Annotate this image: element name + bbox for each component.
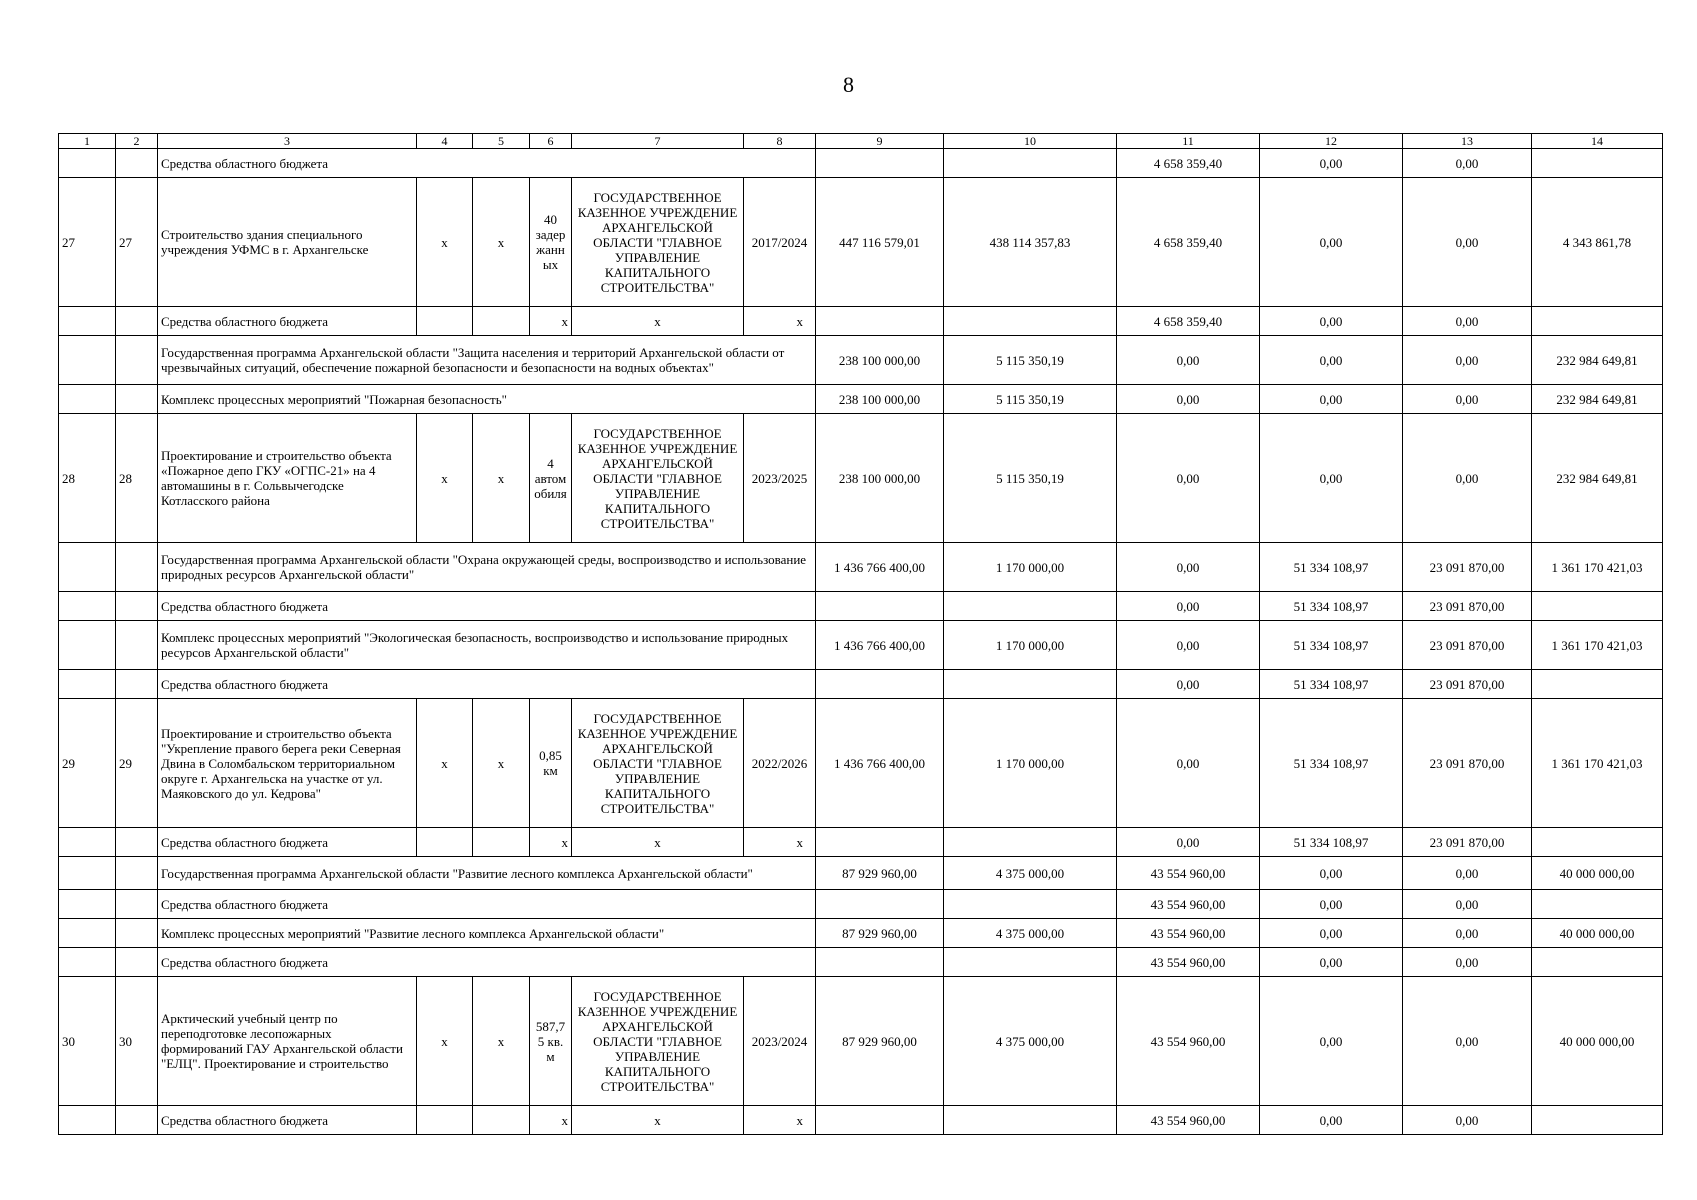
program-row bbox=[59, 857, 1663, 890]
amount-cell: 0,00 bbox=[1260, 890, 1403, 919]
program-row bbox=[59, 919, 1663, 948]
amount-cell: 23 091 870,00 bbox=[1403, 828, 1532, 857]
amount-cell: 23 091 870,00 bbox=[1403, 670, 1532, 699]
empty-cell bbox=[816, 670, 944, 699]
amount-cell: 447 116 579,01 bbox=[816, 178, 944, 307]
empty-cell bbox=[116, 890, 158, 919]
amount-cell: 0,00 bbox=[1403, 178, 1532, 307]
object-row bbox=[59, 178, 1663, 307]
amount-cell: 0,00 bbox=[1117, 336, 1260, 385]
row-number: 27 bbox=[59, 178, 116, 307]
amount-cell: 43 554 960,00 bbox=[1117, 977, 1260, 1106]
funding-source-label: Средства областного бюджета bbox=[158, 1106, 417, 1135]
years-cell: 2023/2024 bbox=[744, 977, 816, 1106]
row-number: 30 bbox=[59, 977, 116, 1106]
program-title: Государственная программа Архангельской области "Развитие лесного комплекса Архангельской области" bbox=[158, 857, 816, 890]
amount-cell: 0,00 bbox=[1403, 890, 1532, 919]
amount-cell: 0,00 bbox=[1260, 857, 1403, 890]
amount-cell: 238 100 000,00 bbox=[816, 414, 944, 543]
years-cell: 2023/2025 bbox=[744, 414, 816, 543]
column-header: 12 bbox=[1260, 134, 1403, 149]
amount-cell: 4 658 359,40 bbox=[1117, 178, 1260, 307]
amount-cell: 0,00 bbox=[1260, 919, 1403, 948]
x-cell: x bbox=[473, 977, 530, 1106]
empty-cell bbox=[816, 149, 944, 178]
funding-source-label: Средства областного бюджета bbox=[158, 890, 816, 919]
object-name: Арктический учебный центр по переподготовке лесопожарных формирований ГАУ Архангельской области "ЕЛЦ". Проектирование и строительство bbox=[158, 977, 417, 1106]
organization-cell: ГОСУДАРСТВЕННОЕ КАЗЕННОЕ УЧРЕЖДЕНИЕ АРХАНГЕЛЬСКОЙ ОБЛАСТИ "ГЛАВНОЕ УПРАВЛЕНИЕ КАПИТАЛЬНОГО СТРОИТЕЛЬСТВА" bbox=[572, 699, 744, 828]
empty-cell bbox=[116, 1106, 158, 1135]
header-row bbox=[59, 134, 1663, 149]
amount-cell: 0,00 bbox=[1260, 948, 1403, 977]
empty-cell bbox=[944, 307, 1117, 336]
empty-cell bbox=[473, 307, 530, 336]
amount-cell: 51 334 108,97 bbox=[1260, 592, 1403, 621]
amount-cell: 0,00 bbox=[1403, 336, 1532, 385]
column-header: 3 bbox=[158, 134, 417, 149]
empty-cell bbox=[116, 336, 158, 385]
capacity-cell: 4 автом обиля bbox=[530, 414, 572, 543]
empty-cell bbox=[816, 948, 944, 977]
amount-cell: 0,00 bbox=[1403, 1106, 1532, 1135]
amount-cell: 0,00 bbox=[1117, 670, 1260, 699]
program-title: Комплекс процессных мероприятий "Пожарная безопасность" bbox=[158, 385, 816, 414]
amount-cell: 0,00 bbox=[1260, 1106, 1403, 1135]
amount-cell: 0,00 bbox=[1403, 385, 1532, 414]
row-number: 30 bbox=[116, 977, 158, 1106]
amount-cell: 0,00 bbox=[1260, 977, 1403, 1106]
empty-cell bbox=[116, 543, 158, 592]
amount-cell: 1 361 170 421,03 bbox=[1532, 621, 1663, 670]
empty-cell bbox=[1532, 948, 1663, 977]
x-cell: x bbox=[473, 178, 530, 307]
object-name: Проектирование и строительство объекта «Пожарное депо ГКУ «ОГПС-21» на 4 автомашины в г. Сольвычегодске Котласского района bbox=[158, 414, 417, 543]
empty-cell bbox=[59, 621, 116, 670]
amount-cell: 238 100 000,00 bbox=[816, 385, 944, 414]
empty-cell bbox=[944, 149, 1117, 178]
capacity-cell: 40 задер жанн ых bbox=[530, 178, 572, 307]
amount-cell: 0,00 bbox=[1403, 919, 1532, 948]
budget-table bbox=[58, 133, 1663, 1135]
amount-cell: 43 554 960,00 bbox=[1117, 857, 1260, 890]
empty-cell bbox=[116, 828, 158, 857]
empty-cell bbox=[116, 948, 158, 977]
empty-cell bbox=[1532, 307, 1663, 336]
column-header: 4 bbox=[417, 134, 473, 149]
amount-cell: 1 436 766 400,00 bbox=[816, 699, 944, 828]
funding-row bbox=[59, 670, 1663, 699]
amount-cell: 0,00 bbox=[1403, 948, 1532, 977]
empty-cell bbox=[1532, 1106, 1663, 1135]
amount-cell: 51 334 108,97 bbox=[1260, 699, 1403, 828]
object-row bbox=[59, 977, 1663, 1106]
empty-cell bbox=[116, 149, 158, 178]
column-header: 7 bbox=[572, 134, 744, 149]
amount-cell: 0,00 bbox=[1117, 621, 1260, 670]
amount-cell: 0,00 bbox=[1117, 543, 1260, 592]
empty-cell bbox=[59, 592, 116, 621]
organization-cell: ГОСУДАРСТВЕННОЕ КАЗЕННОЕ УЧРЕЖДЕНИЕ АРХАНГЕЛЬСКОЙ ОБЛАСТИ "ГЛАВНОЕ УПРАВЛЕНИЕ КАПИТАЛЬНОГО СТРОИТЕЛЬСТВА" bbox=[572, 178, 744, 307]
amount-cell: 0,00 bbox=[1117, 699, 1260, 828]
amount-cell: 5 115 350,19 bbox=[944, 336, 1117, 385]
amount-cell: 87 929 960,00 bbox=[816, 919, 944, 948]
empty-cell bbox=[944, 1106, 1117, 1135]
column-header: 6 bbox=[530, 134, 572, 149]
empty-cell bbox=[944, 948, 1117, 977]
page-number: 8 bbox=[843, 72, 854, 97]
amount-cell: 1 436 766 400,00 bbox=[816, 543, 944, 592]
amount-cell: 232 984 649,81 bbox=[1532, 385, 1663, 414]
empty-cell bbox=[417, 828, 473, 857]
amount-cell: 0,00 bbox=[1117, 414, 1260, 543]
empty-cell bbox=[1532, 592, 1663, 621]
funding-row bbox=[59, 1106, 1663, 1135]
amount-cell: 4 658 359,40 bbox=[1117, 149, 1260, 178]
x-cell: x bbox=[473, 699, 530, 828]
empty-cell bbox=[59, 857, 116, 890]
column-header: 2 bbox=[116, 134, 158, 149]
empty-cell bbox=[59, 948, 116, 977]
empty-cell bbox=[417, 307, 473, 336]
amount-cell: 232 984 649,81 bbox=[1532, 414, 1663, 543]
amount-cell: 4 343 861,78 bbox=[1532, 178, 1663, 307]
amount-cell: 0,00 bbox=[1117, 828, 1260, 857]
x-cell: x bbox=[572, 1106, 744, 1135]
funding-row bbox=[59, 890, 1663, 919]
amount-cell: 1 436 766 400,00 bbox=[816, 621, 944, 670]
empty-cell bbox=[816, 828, 944, 857]
empty-cell bbox=[816, 890, 944, 919]
amount-cell: 0,00 bbox=[1260, 307, 1403, 336]
amount-cell: 40 000 000,00 bbox=[1532, 857, 1663, 890]
column-header: 13 bbox=[1403, 134, 1532, 149]
empty-cell bbox=[816, 1106, 944, 1135]
empty-cell bbox=[59, 919, 116, 948]
amount-cell: 5 115 350,19 bbox=[944, 385, 1117, 414]
amount-cell: 238 100 000,00 bbox=[816, 336, 944, 385]
amount-cell: 1 361 170 421,03 bbox=[1532, 699, 1663, 828]
amount-cell: 1 361 170 421,03 bbox=[1532, 543, 1663, 592]
years-cell: 2022/2026 bbox=[744, 699, 816, 828]
amount-cell: 87 929 960,00 bbox=[816, 857, 944, 890]
program-title: Государственная программа Архангельской области "Охрана окружающей среды, воспроизводство и использование природных ресурсов Архангельской области" bbox=[158, 543, 816, 592]
empty-cell bbox=[944, 670, 1117, 699]
empty-cell bbox=[1532, 828, 1663, 857]
x-cell: x bbox=[744, 307, 816, 336]
amount-cell: 40 000 000,00 bbox=[1532, 919, 1663, 948]
organization-cell: ГОСУДАРСТВЕННОЕ КАЗЕННОЕ УЧРЕЖДЕНИЕ АРХАНГЕЛЬСКОЙ ОБЛАСТИ "ГЛАВНОЕ УПРАВЛЕНИЕ КАПИТАЛЬНОГО СТРОИТЕЛЬСТВА" bbox=[572, 414, 744, 543]
amount-cell: 0,00 bbox=[1117, 592, 1260, 621]
program-title: Комплекс процессных мероприятий "Развитие лесного комплекса Архангельской области" bbox=[158, 919, 816, 948]
funding-source-label: Средства областного бюджета bbox=[158, 948, 816, 977]
amount-cell: 1 170 000,00 bbox=[944, 543, 1117, 592]
x-cell: x bbox=[744, 828, 816, 857]
amount-cell: 0,00 bbox=[1260, 336, 1403, 385]
x-cell: x bbox=[473, 414, 530, 543]
row-number: 29 bbox=[59, 699, 116, 828]
empty-cell bbox=[116, 919, 158, 948]
funding-source-label: Средства областного бюджета bbox=[158, 828, 417, 857]
amount-cell: 0,00 bbox=[1403, 307, 1532, 336]
row-number: 29 bbox=[116, 699, 158, 828]
amount-cell: 43 554 960,00 bbox=[1117, 1106, 1260, 1135]
amount-cell: 0,00 bbox=[1403, 977, 1532, 1106]
empty-cell bbox=[59, 307, 116, 336]
row-number: 28 bbox=[116, 414, 158, 543]
empty-cell bbox=[59, 828, 116, 857]
amount-cell: 40 000 000,00 bbox=[1532, 977, 1663, 1106]
amount-cell: 23 091 870,00 bbox=[1403, 543, 1532, 592]
object-row bbox=[59, 414, 1663, 543]
empty-cell bbox=[116, 670, 158, 699]
amount-cell: 23 091 870,00 bbox=[1403, 621, 1532, 670]
funding-row bbox=[59, 592, 1663, 621]
program-row bbox=[59, 336, 1663, 385]
empty-cell bbox=[1532, 149, 1663, 178]
column-header: 8 bbox=[744, 134, 816, 149]
empty-cell bbox=[944, 890, 1117, 919]
amount-cell: 4 375 000,00 bbox=[944, 919, 1117, 948]
amount-cell: 438 114 357,83 bbox=[944, 178, 1117, 307]
x-cell: x bbox=[417, 977, 473, 1106]
column-header: 10 bbox=[944, 134, 1117, 149]
empty-cell bbox=[473, 1106, 530, 1135]
column-header: 14 bbox=[1532, 134, 1663, 149]
x-cell: x bbox=[572, 828, 744, 857]
amount-cell: 43 554 960,00 bbox=[1117, 948, 1260, 977]
x-cell: x bbox=[744, 1106, 816, 1135]
amount-cell: 4 375 000,00 bbox=[944, 857, 1117, 890]
empty-cell bbox=[116, 592, 158, 621]
amount-cell: 87 929 960,00 bbox=[816, 977, 944, 1106]
capacity-cell: 0,85 км bbox=[530, 699, 572, 828]
funding-source-label: Средства областного бюджета bbox=[158, 592, 816, 621]
program-title: Комплекс процессных мероприятий "Экологическая безопасность, воспроизводство и использование природных ресурсов Архангельской области" bbox=[158, 621, 816, 670]
empty-cell bbox=[59, 336, 116, 385]
amount-cell: 1 170 000,00 bbox=[944, 621, 1117, 670]
funding-row bbox=[59, 149, 1663, 178]
empty-cell bbox=[473, 828, 530, 857]
amount-cell: 0,00 bbox=[1260, 149, 1403, 178]
object-row bbox=[59, 699, 1663, 828]
program-title: Государственная программа Архангельской области "Защита населения и территорий Архангельской области от чрезвычайных ситуаций, обеспечение пожарной безопасности и безопасности на водных объектах" bbox=[158, 336, 816, 385]
row-number: 28 bbox=[59, 414, 116, 543]
empty-cell bbox=[59, 385, 116, 414]
x-cell: x bbox=[417, 414, 473, 543]
amount-cell: 43 554 960,00 bbox=[1117, 919, 1260, 948]
empty-cell bbox=[116, 857, 158, 890]
amount-cell: 0,00 bbox=[1260, 414, 1403, 543]
empty-cell bbox=[116, 621, 158, 670]
amount-cell: 0,00 bbox=[1403, 857, 1532, 890]
years-cell: 2017/2024 bbox=[744, 178, 816, 307]
amount-cell: 1 170 000,00 bbox=[944, 699, 1117, 828]
amount-cell: 51 334 108,97 bbox=[1260, 621, 1403, 670]
amount-cell: 23 091 870,00 bbox=[1403, 592, 1532, 621]
object-name: Проектирование и строительство объекта "Укрепление правого берега реки Северная Двина в Соломбальском территориальном округе г. Архангельска на участке от ул. Маяковского до ул. Кедрова" bbox=[158, 699, 417, 828]
column-header: 9 bbox=[816, 134, 944, 149]
empty-cell bbox=[59, 890, 116, 919]
program-row bbox=[59, 621, 1663, 670]
amount-cell: 5 115 350,19 bbox=[944, 414, 1117, 543]
empty-cell bbox=[116, 307, 158, 336]
x-cell: x bbox=[572, 307, 744, 336]
x-cell: x bbox=[417, 178, 473, 307]
empty-cell bbox=[944, 828, 1117, 857]
amount-cell: 23 091 870,00 bbox=[1403, 699, 1532, 828]
amount-cell: 43 554 960,00 bbox=[1117, 890, 1260, 919]
empty-cell bbox=[59, 543, 116, 592]
x-cell: x bbox=[530, 828, 572, 857]
empty-cell bbox=[116, 385, 158, 414]
organization-cell: ГОСУДАРСТВЕННОЕ КАЗЕННОЕ УЧРЕЖДЕНИЕ АРХАНГЕЛЬСКОЙ ОБЛАСТИ "ГЛАВНОЕ УПРАВЛЕНИЕ КАПИТАЛЬНОГО СТРОИТЕЛЬСТВА" bbox=[572, 977, 744, 1106]
x-cell: x bbox=[530, 307, 572, 336]
empty-cell bbox=[59, 1106, 116, 1135]
column-header: 5 bbox=[473, 134, 530, 149]
program-row bbox=[59, 385, 1663, 414]
x-cell: x bbox=[417, 699, 473, 828]
amount-cell: 51 334 108,97 bbox=[1260, 670, 1403, 699]
funding-source-label: Средства областного бюджета bbox=[158, 149, 816, 178]
column-header: 1 bbox=[59, 134, 116, 149]
row-number: 27 bbox=[116, 178, 158, 307]
amount-cell: 51 334 108,97 bbox=[1260, 543, 1403, 592]
object-name: Строительство здания специального учреждения УФМС в г. Архангельске bbox=[158, 178, 417, 307]
amount-cell: 0,00 bbox=[1403, 149, 1532, 178]
amount-cell: 232 984 649,81 bbox=[1532, 336, 1663, 385]
empty-cell bbox=[59, 149, 116, 178]
empty-cell bbox=[816, 592, 944, 621]
funding-row bbox=[59, 307, 1663, 336]
amount-cell: 0,00 bbox=[1117, 385, 1260, 414]
funding-source-label: Средства областного бюджета bbox=[158, 670, 816, 699]
column-header: 11 bbox=[1117, 134, 1260, 149]
empty-cell bbox=[59, 670, 116, 699]
x-cell: x bbox=[530, 1106, 572, 1135]
amount-cell: 0,00 bbox=[1260, 178, 1403, 307]
funding-source-label: Средства областного бюджета bbox=[158, 307, 417, 336]
funding-row bbox=[59, 828, 1663, 857]
amount-cell: 4 375 000,00 bbox=[944, 977, 1117, 1106]
amount-cell: 4 658 359,40 bbox=[1117, 307, 1260, 336]
amount-cell: 51 334 108,97 bbox=[1260, 828, 1403, 857]
funding-row bbox=[59, 948, 1663, 977]
amount-cell: 0,00 bbox=[1403, 414, 1532, 543]
program-row bbox=[59, 543, 1663, 592]
amount-cell: 0,00 bbox=[1260, 385, 1403, 414]
empty-cell bbox=[816, 307, 944, 336]
empty-cell bbox=[1532, 890, 1663, 919]
empty-cell bbox=[417, 1106, 473, 1135]
capacity-cell: 587,7 5 кв. м bbox=[530, 977, 572, 1106]
empty-cell bbox=[944, 592, 1117, 621]
empty-cell bbox=[1532, 670, 1663, 699]
